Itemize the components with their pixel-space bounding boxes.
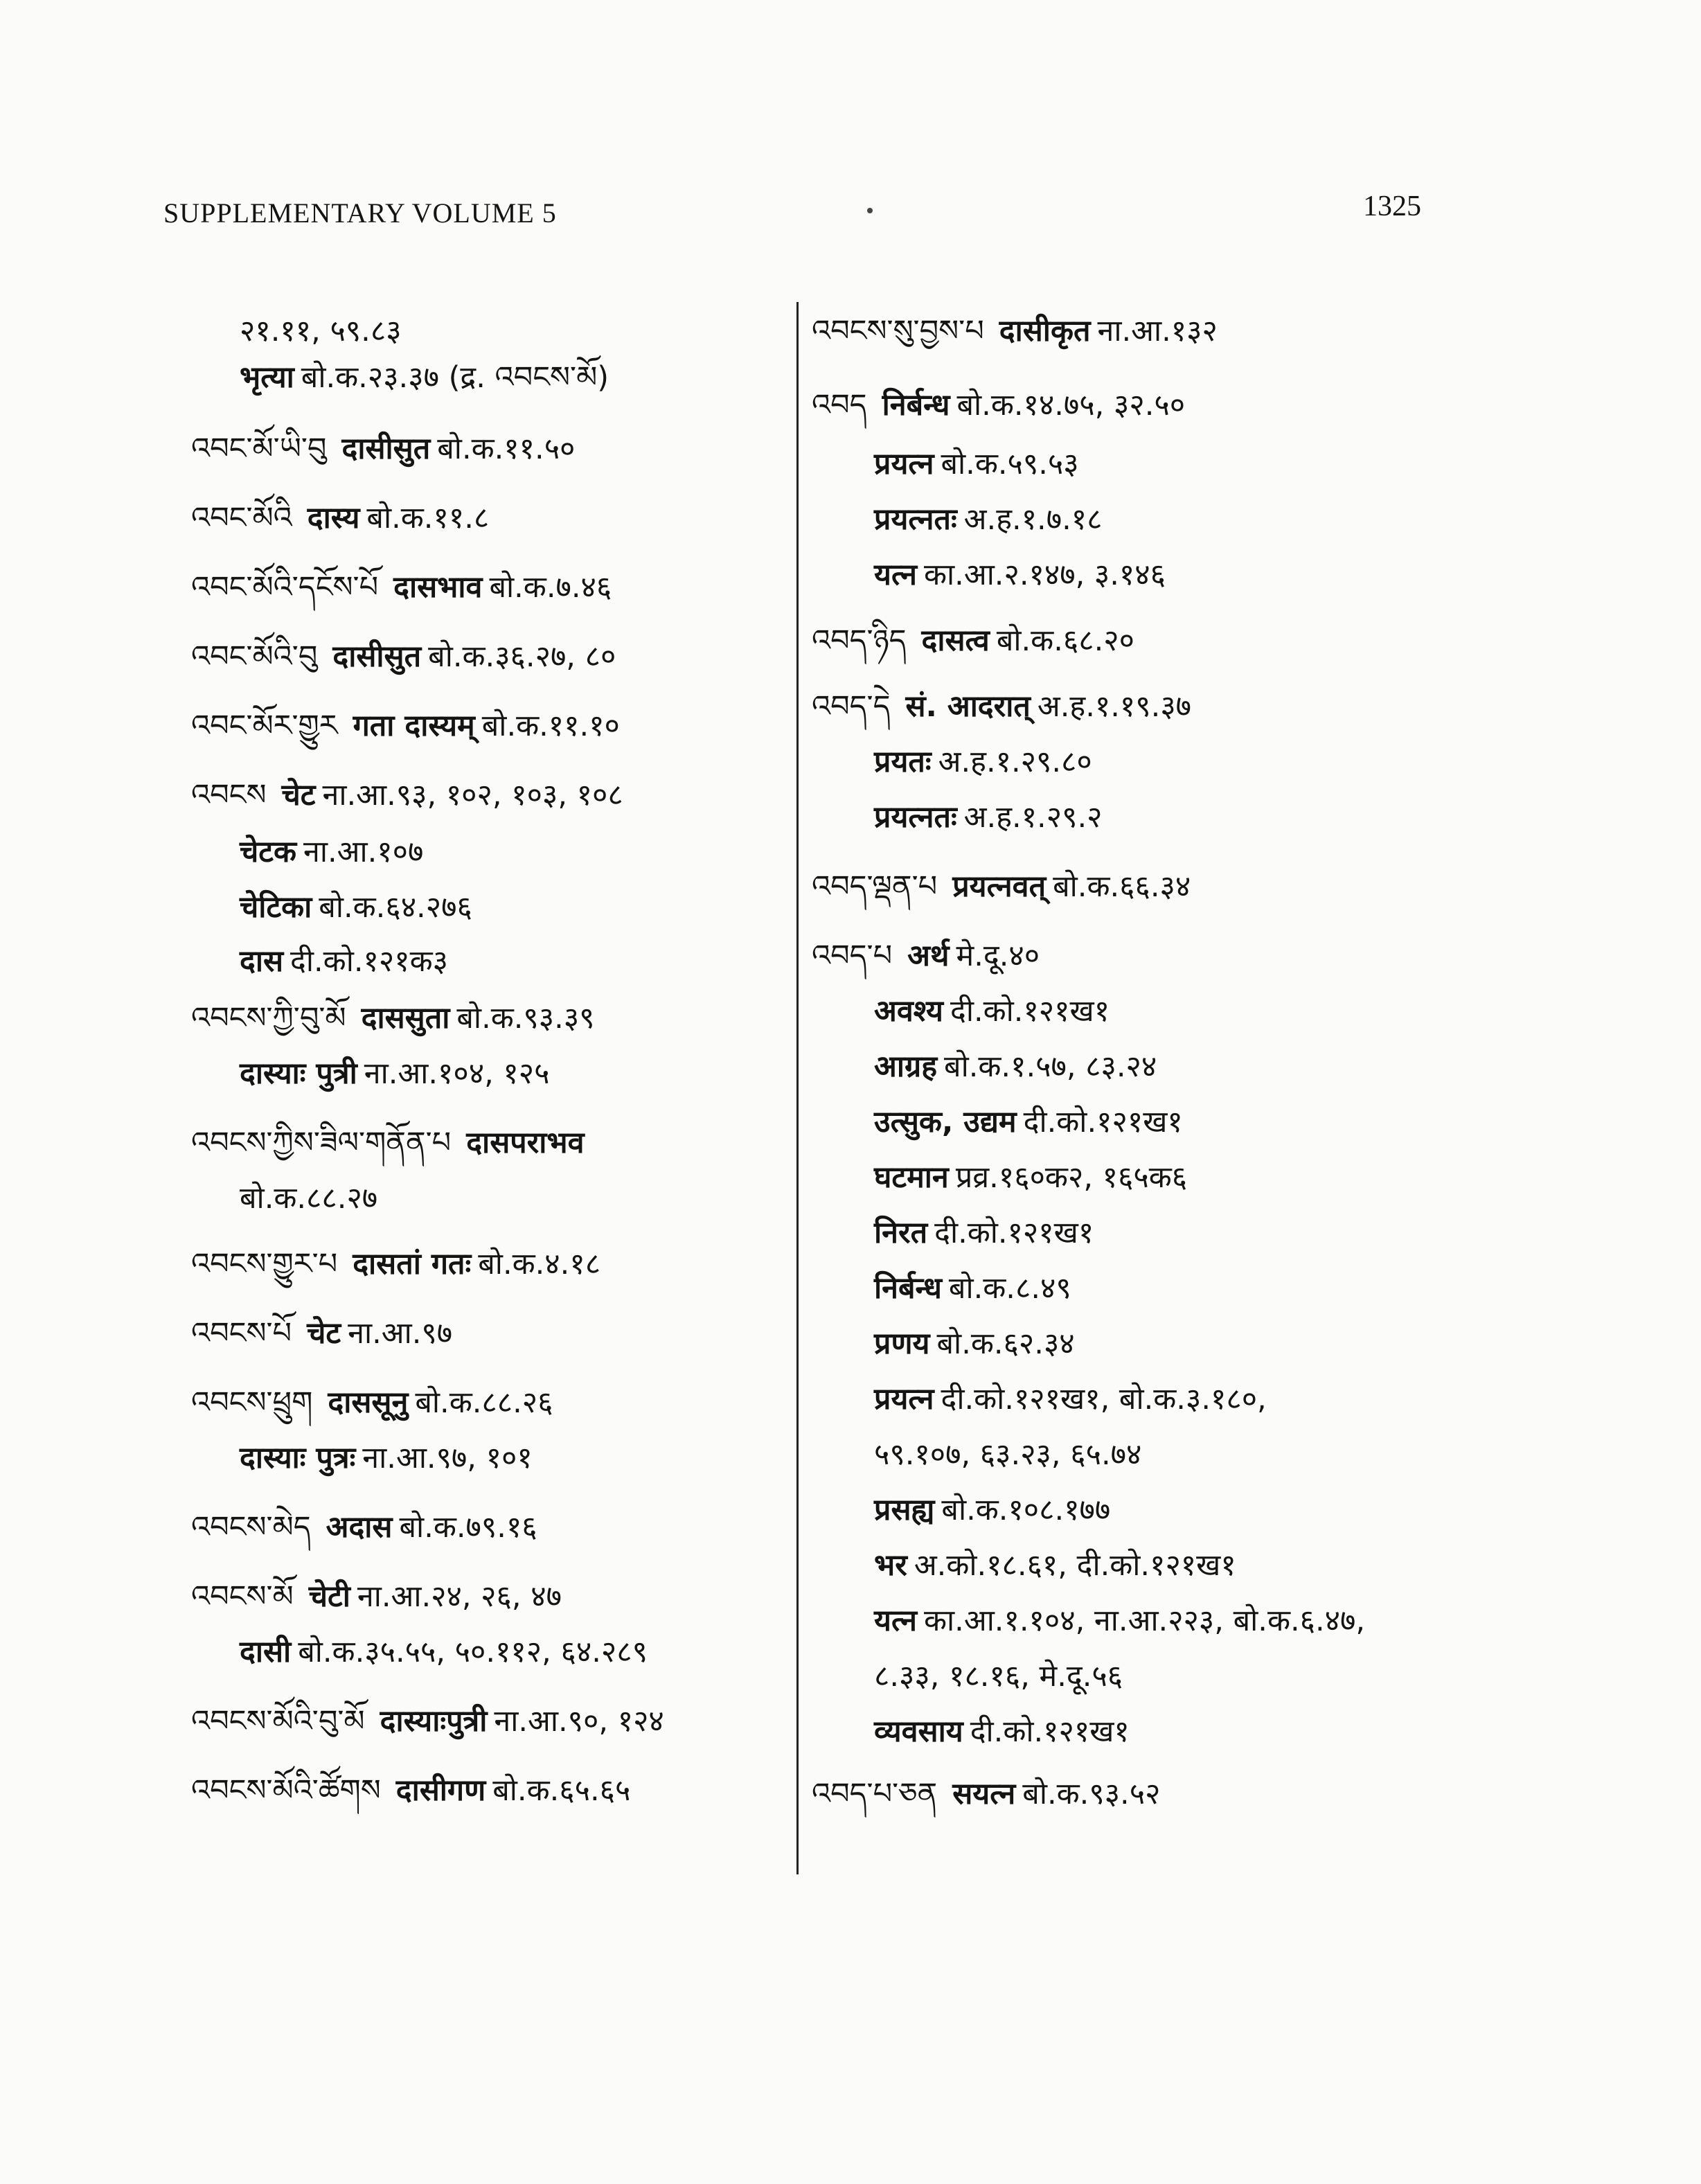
sanskrit-equivalent: व्यवसाय: [874, 1714, 963, 1749]
source-reference: दी.को.१२१ख१: [1023, 1105, 1183, 1139]
sanskrit-equivalent: प्रयत्न: [874, 447, 934, 481]
sanskrit-equivalent: दासीसुत: [341, 432, 431, 466]
right-column-entry: [812, 935, 1040, 977]
source-reference: बो.क.५९.५३: [941, 447, 1079, 481]
right-column-entry: [874, 1434, 1141, 1475]
right-column-entry: [874, 443, 1079, 485]
source-reference: बो.क.९३.३९: [456, 1001, 595, 1036]
sanskrit-equivalent: दासी: [240, 1635, 292, 1669]
source-reference: का.आ.१.१०४, ना.आ.२२३, बो.क.६.४७,: [924, 1604, 1366, 1638]
left-column-entry: [191, 636, 616, 677]
left-column-entry: [191, 997, 595, 1039]
tibetan-headword: འབངས་མོའི་བུ་མོ: [191, 1704, 365, 1739]
source-reference: मे.दू.४०: [956, 939, 1040, 973]
source-reference: अ.ह.१.१९.३७: [1037, 689, 1192, 724]
sanskrit-equivalent: चेट: [307, 1316, 341, 1351]
source-reference: ना.आ.९३, १०२, १०३, १०८: [322, 778, 623, 813]
right-column-entry: [874, 991, 1110, 1032]
right-column-entry: [874, 499, 1102, 540]
tibetan-headword: འབངས་ཕྲུག: [191, 1385, 313, 1420]
right-column-entry: [874, 1212, 1094, 1254]
left-column-entry: [240, 310, 402, 352]
sanskrit-equivalent: दासीकृत: [999, 314, 1091, 348]
source-reference: बो.क.६४.२७६: [319, 890, 472, 925]
sanskrit-equivalent: आग्रह: [874, 1049, 938, 1084]
source-reference: बो.क.६५.६५: [492, 1773, 631, 1808]
source-reference: बो.क.६२.३४: [936, 1326, 1075, 1361]
sanskrit-equivalent: दास्य: [307, 501, 360, 535]
left-column-entry: [191, 1576, 562, 1617]
right-column-entry: [874, 741, 1092, 783]
sanskrit-equivalent: दासतां गतः: [353, 1247, 472, 1281]
source-reference: बो.क.११.१०: [481, 709, 620, 743]
source-reference: दी.को.१२१ख१: [970, 1714, 1130, 1749]
sanskrit-equivalent: प्रसह्य: [874, 1493, 935, 1527]
right-column-entry: [812, 686, 1191, 727]
tibetan-headword: འབད་པ་ཅན: [812, 1777, 938, 1811]
sanskrit-equivalent: निर्बन्ध: [874, 1271, 942, 1306]
tibetan-headword: འབད་ལྡན་པ: [812, 869, 938, 904]
tibetan-headword: འབང་མོའི: [191, 501, 292, 535]
sanskrit-equivalent: उत्सुक, उद्यम: [874, 1105, 1017, 1139]
sanskrit-equivalent: प्रयत्नतः: [874, 502, 957, 537]
right-column-entry: [874, 1545, 1236, 1586]
right-column-entry: [874, 554, 1166, 596]
sanskrit-equivalent: निरत: [874, 1216, 928, 1250]
tibetan-headword: འབང་མོ་ཡི་བུ: [191, 432, 327, 466]
left-column-entry: [240, 1437, 533, 1479]
source-reference: अ.को.१८.६१, दी.को.१२१ख१: [914, 1548, 1236, 1583]
source-reference: बो.क.२३.३७ (द्र. འབངས་མོ): [301, 360, 609, 395]
source-reference: अ.ह.१.२९.८०: [938, 745, 1092, 779]
tibetan-headword: འབངས་པོ: [191, 1316, 292, 1351]
source-reference: बो.क.३५.५५, ५०.११२, ६४.२८९: [298, 1635, 648, 1669]
left-column-entry: [191, 567, 612, 608]
left-column-entry: [240, 1631, 648, 1673]
tibetan-headword: འབད་པ: [812, 939, 893, 973]
left-column-entry: [191, 1770, 630, 1811]
left-column-entry: [191, 1313, 452, 1354]
sanskrit-equivalent: दास्याः पुत्रः: [240, 1441, 356, 1475]
source-reference: बो.क.८८.२७: [240, 1181, 378, 1216]
left-column-entry: [240, 1053, 550, 1094]
right-column-entry: [812, 866, 1191, 907]
source-reference: बो.क.९३.५२: [1022, 1777, 1161, 1811]
source-reference: का.आ.२.१४७, ३.१४६: [924, 558, 1166, 592]
right-column-entry: [874, 1101, 1183, 1143]
sanskrit-equivalent: यत्न: [874, 558, 918, 592]
source-reference: ना.आ.२४, २६, ४७: [357, 1579, 562, 1614]
source-reference: २१.११, ५९.८३: [240, 314, 402, 348]
sanskrit-equivalent: भृत्या: [240, 360, 294, 395]
left-column-entry: [240, 1178, 377, 1219]
sanskrit-equivalent: गता दास्यम्: [353, 709, 475, 743]
source-reference: ना.आ.९०, १२४: [494, 1704, 664, 1739]
right-column-entry: [874, 797, 1102, 838]
right-column-entry: [874, 1711, 1130, 1752]
tibetan-headword: འབང་མོའི་དངོས་པོ: [191, 570, 379, 605]
sanskrit-equivalent: प्रयतः: [874, 745, 932, 779]
left-column-entry: [191, 497, 489, 539]
source-reference: बो.क.६६.३४: [1053, 869, 1191, 904]
tibetan-headword: འབངས་མོའི་ཚོགས: [191, 1773, 381, 1808]
sanskrit-equivalent: दासपराभव: [466, 1126, 585, 1160]
left-column-entry: [240, 831, 423, 873]
column-divider: [796, 302, 799, 1874]
right-column-entry: [874, 1600, 1365, 1642]
source-reference: बो.क.११.५०: [437, 432, 576, 466]
source-reference: अ.ह.१.७.१८: [963, 502, 1103, 537]
page-number: 1325: [1363, 190, 1421, 222]
right-column-entry: [874, 1157, 1187, 1198]
sanskrit-equivalent: सं. आदरात्: [905, 689, 1031, 724]
sanskrit-equivalent: दासत्व: [921, 623, 990, 658]
left-column-entry: [191, 1507, 537, 1548]
right-column-entry: [874, 1489, 1110, 1531]
right-column-entry: [812, 384, 1185, 426]
source-reference: प्रव्र.१६०क२, १६५क६: [955, 1160, 1188, 1195]
source-reference: बो.क.८.४९: [948, 1271, 1071, 1306]
sanskrit-equivalent: अर्थ: [907, 939, 950, 973]
sanskrit-equivalent: दास: [240, 944, 284, 979]
tibetan-headword: འབད་ཉིད: [812, 623, 907, 658]
sanskrit-equivalent: सयत्न: [952, 1777, 1016, 1811]
source-reference: ५९.१०७, ६३.२३, ६५.७४: [874, 1437, 1142, 1472]
sanskrit-equivalent: दासीगण: [395, 1773, 486, 1808]
tibetan-headword: འབང་མོའི་བུ: [191, 639, 318, 674]
source-reference: बो.क.७९.१६: [399, 1510, 537, 1545]
source-reference: ८.३३, १८.१६, मे.दू.५६: [874, 1659, 1123, 1694]
left-column-entry: [191, 774, 623, 816]
page-header-left: SUPPLEMENTARY VOLUME 5: [163, 197, 557, 229]
source-reference: बो.क.१.५७, ८३.२४: [944, 1049, 1157, 1084]
left-column-entry: [191, 705, 620, 747]
source-reference: ना.आ.९७: [348, 1316, 453, 1351]
tibetan-headword: འབངས་སུ་བྱས་པ: [812, 314, 984, 348]
right-column-entry: [812, 1773, 1160, 1815]
left-column-entry: [191, 428, 575, 470]
sanskrit-equivalent: दाससूनु: [328, 1385, 409, 1420]
tibetan-headword: འབངས་ཀྱིས་ཟིལ་གནོན་པ: [191, 1126, 452, 1160]
sanskrit-equivalent: प्रणय: [874, 1326, 930, 1361]
tibetan-headword: འབངས་མོ: [191, 1579, 294, 1614]
left-column-entry: [191, 1122, 591, 1164]
sanskrit-equivalent: दास्याःपुत्री: [380, 1704, 488, 1739]
sanskrit-equivalent: भर: [874, 1548, 907, 1583]
left-column-entry: [191, 1382, 553, 1423]
source-reference: बो.क.६८.२०: [996, 623, 1134, 658]
left-column-entry: [240, 941, 448, 982]
source-reference: बो.क.७.४६: [489, 570, 612, 605]
source-reference: बो.क.८८.२६: [415, 1385, 553, 1420]
source-reference: दी.को.१२१ख१: [934, 1216, 1094, 1250]
tibetan-headword: འབངས་མེད: [191, 1510, 311, 1545]
sanskrit-equivalent: प्रयत्न: [874, 1382, 934, 1417]
sanskrit-equivalent: निर्बन्ध: [882, 388, 950, 423]
header-dot: [867, 208, 873, 213]
right-column-entry: [812, 310, 1218, 352]
sanskrit-equivalent: अवश्य: [874, 994, 943, 1029]
sanskrit-equivalent: दासभाव: [393, 570, 483, 605]
tibetan-headword: འབད: [812, 388, 867, 423]
source-reference: बो.क.११.८: [366, 501, 490, 535]
tibetan-headword: འབད་དེ: [812, 689, 891, 724]
source-reference: दी.को.१२१ख१, बो.क.३.१८०,: [941, 1382, 1267, 1417]
source-reference: बो.क.४.१८: [478, 1247, 601, 1281]
right-column-entry: [812, 620, 1134, 662]
tibetan-headword: འབང་མོར་གྱུར: [191, 709, 338, 743]
left-column-entry: [240, 357, 609, 398]
source-reference: ना.आ.१०४, १२५: [364, 1056, 550, 1091]
sanskrit-equivalent: दास्याः पुत्री: [240, 1056, 357, 1091]
right-column-entry: [874, 1268, 1071, 1309]
right-column-entry: [874, 1046, 1157, 1087]
source-reference: ना.आ.१०७: [303, 835, 424, 869]
sanskrit-equivalent: चेटिका: [240, 890, 312, 925]
source-reference: दी.को.१२१क३: [290, 944, 448, 979]
left-column-entry: [240, 887, 472, 928]
source-reference: दी.को.१२१ख१: [950, 994, 1110, 1029]
sanskrit-equivalent: प्रयत्नतः: [874, 800, 957, 835]
sanskrit-equivalent: दाससुता: [361, 1001, 450, 1036]
sanskrit-equivalent: घटमान: [874, 1160, 949, 1195]
sanskrit-equivalent: प्रयत्नवत्: [952, 869, 1047, 904]
source-reference: बो.क.१४.७५, ३२.५०: [956, 388, 1186, 423]
right-column-entry: [874, 1655, 1123, 1697]
sanskrit-equivalent: चेट: [281, 778, 316, 813]
tibetan-headword: འབངས་ཀྱི་བུ་མོ: [191, 1001, 346, 1036]
source-reference: ना.आ.१३२: [1097, 314, 1218, 348]
source-reference: अ.ह.१.२९.२: [963, 800, 1103, 835]
sanskrit-equivalent: अदास: [326, 1510, 393, 1545]
source-reference: बो.क.१०८.१७७: [941, 1493, 1111, 1527]
tibetan-headword: འབངས་གྱུར་པ: [191, 1247, 338, 1281]
sanskrit-equivalent: चेटक: [240, 835, 297, 869]
right-column-entry: [874, 1378, 1267, 1420]
left-column-entry: [191, 1701, 664, 1742]
tibetan-headword: འབངས: [191, 778, 267, 813]
source-reference: बो.क.३६.२७, ८०: [428, 639, 616, 674]
right-column-entry: [874, 1323, 1075, 1365]
sanskrit-equivalent: यत्न: [874, 1604, 918, 1638]
source-reference: ना.आ.९७, १०१: [362, 1441, 533, 1475]
left-column-entry: [191, 1243, 600, 1285]
sanskrit-equivalent: दासीसुत: [332, 639, 422, 674]
sanskrit-equivalent: चेटी: [308, 1579, 350, 1614]
